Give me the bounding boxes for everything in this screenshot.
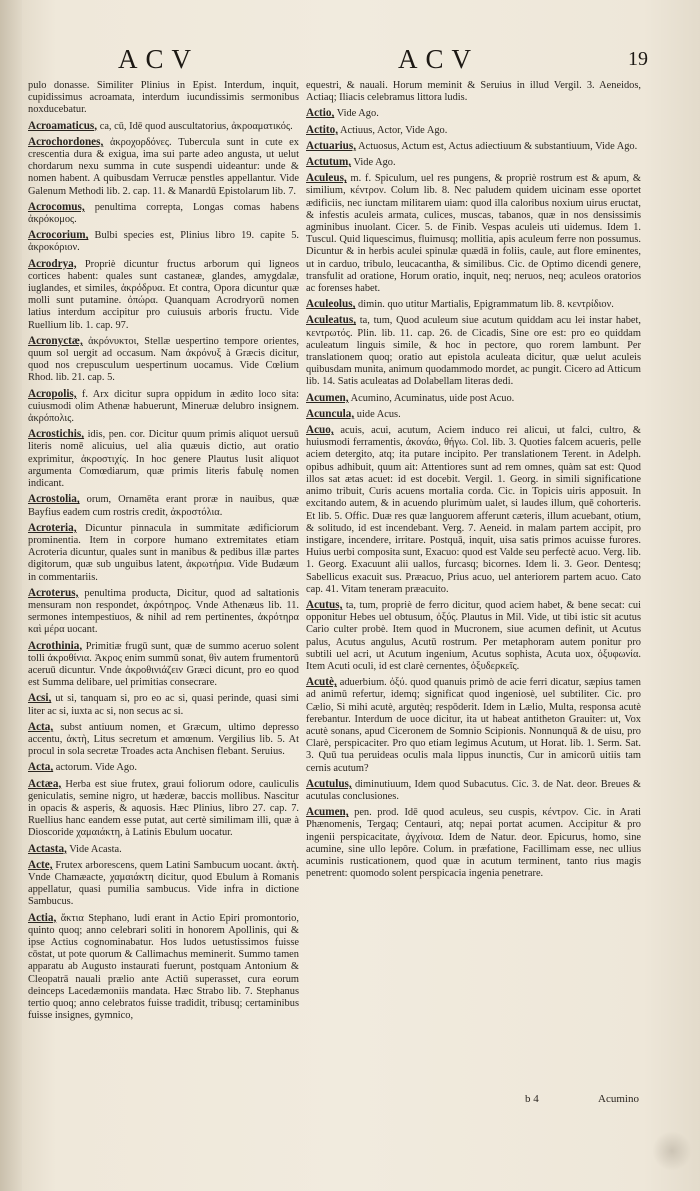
left-column [28,80,299,1025]
dictionary-entry [306,599,641,673]
entry-lemma: Acropolis, [28,387,77,400]
entry-lemma: Actæa, [28,777,62,790]
entry-text: orum, Ornamēta erant proræ in nauibus, quæ Bayfius eadem cum rostris credit, ἀκροστόλια. [28,494,299,518]
entry-text: ut si, tanquam si, pro eo ac si, quasi perinde, quasi simi liter ac si, iuxta ac si, non secus ac si. [28,693,299,717]
book-spine-shadow [0,0,22,1191]
dictionary-entry [28,335,299,385]
dictionary-entry [306,172,641,295]
entry-text: ἄκτια Stephano, ludi erant in Actio Epiri promontorio, quinto quoq; anno celebrari soliti in honorem Apollinis, qui & ipse Actius cognominabatur. Hos ludos uetustissimos fuisse cōstat, ut pote quorum & Callimachus meminerit. Summo tamen apparatu ab Augusto instaurati fuerunt, postquam Antonium & Cleopatrā nauali prælio ante Actiū superasset, cura eorum deinceps Lacedæmoniis mandata. Hæc Strabo lib. 7. Stephanus tertio quoq; anno celebratos fuisse tradidit, tribusq; certaminibus fuisse insignes, gymnico, [28,912,299,1022]
dictionary-entry [306,424,641,596]
dictionary-entry [28,136,299,198]
entry-lemma: Acutè, [306,676,337,689]
dictionary-entry [306,298,641,311]
dictionary-entry [306,140,641,153]
entry-text: Propriè dicuntur fructus arborum qui ligneos cortices habent: quales sunt castaneæ, glandes, amygdalæ, iuglandes, et similes, ἀκρόδρυα. Et contra, Opora dicuntur quæ molli sunt putamine. ὀπώρα. Quanquam Acrodryorū nomen latius interdum accipitur pro cuiusuis arboris fructu. Vide Ruellium lib. 1. cap. 97. [28,258,299,331]
entry-lemma: Acuncula, [306,407,355,420]
signature-mark: b 4 [525,1093,539,1105]
entry-lemma: Aculeatus, [306,314,357,327]
entry-text: Dicuntur pinnacula in summitate ædificiorum prominentia. Item in corpore humano extremitates etiam Acroteria dicuntur, quales sunt in manibus & pedibus illæ partes digitorum, quæ sub unguibus latent, ἀκρωτήρια. Vide Budæum in commentariis. [28,522,299,583]
entry-lemma: Acrocorium, [28,229,89,242]
dictionary-entry [28,229,299,254]
page-number: 19 [628,48,648,70]
entry-text: f. Arx dicitur supra oppidum in ædito loco sita: cuiusmodi olim Athenæ habuerunt, Mineruæ delubro insignem. ἀκρόπολις. [28,388,299,425]
dictionary-entry [306,806,641,880]
entry-text: Actuosus, Actum est, Actus adiectiuum & substantiuum, Vide Ago. [358,140,638,152]
dictionary-entry [306,124,641,137]
entry-lemma: Acutulus, [306,777,352,790]
entry-lemma: Acrocomus, [28,200,85,213]
dictionary-entry [28,859,299,909]
dictionary-entry [306,408,641,421]
dictionary-entry [28,120,299,133]
entry-lemma: Acta, [28,761,54,774]
entry-text: ta, tum, Quod aculeum siue acutum quiddam acu lei instar habet, κεντρωτός. Plin. lib. 11. cap. 26. de Cicadis, Sine ore est: pro eo quiddam aculeatum linguis simile, & hoc in pectore, quo rorem lambunt. Per translationem quoq; oratio aut epistola aculeata dicitur, quæ uelut aculeis quibusdam munita, animum quodammodo mordet, ac pungit. Cicero ad Atticum lib. 14. Satis aculeatas ad Dolabellam literas dedi. [306,315,641,388]
entry-text: actorum. Vide Ago. [55,762,137,774]
entry-lemma: Actuarius, [306,139,357,152]
entry-lemma: Aculeus, [306,172,347,185]
entry-lemma: Acroterus, [28,586,79,599]
entry-lemma: Acronyctæ, [28,334,83,347]
entry-text: dimin. quo utitur Martialis, Epigrammatum lib. 8. κεντρίδιον. [358,299,614,311]
entry-text: Actiuus, Actor, Vide Ago. [340,124,448,136]
entry-text: ca, cū, Idē quod auscultatorius, ἀκροαματικός. [99,120,293,132]
dictionary-entry [28,692,299,717]
entry-lemma: Acumen, [306,806,349,819]
entry-text: Herba est siue frutex, graui foliorum odore, cauliculis geniculatis, semine nigro, ut hæderæ, baccis mollibus. Nascitur in opacis & asperis, & aquosis. Hæc Plinius, libro 27. cap. 7. Ruellius hanc eandem esse putat, aut certè similimam illi, quæ à Dioscoride χαμαιάκτη, à Latinis Ebulum uocatur. [28,778,299,839]
catchword: Acumino [598,1093,639,1105]
entry-lemma: Acte, [28,858,53,871]
dictionary-entry [28,80,299,117]
entry-text: ἀκρόνυκτοι, Stellæ uespertino tempore orientes, quum sol uergit ad occasum. Nam ἀκρόνυξ à Græcis dicitur, quod nos crepusculum uespertinum uocamus. Vide Cœlium Rhod. lib. 21. cap. 5. [28,335,300,384]
entry-text: ἀκροχορδόνες. Tubercula sunt in cute ex crescentia dura & exigua, ima sui parte adeo angusta, ut uelut chordarum nexu summa in cute suspendi uideantur: unde & nomen habent. A quibusdam Verrucæ penstles appellantur. Vide Galenum Methodi lib. 2. cap. 11. & Manardū Epistolarum lib. 7. [28,136,299,197]
entry-lemma: Acuo, [306,424,334,437]
entry-lemma: Acutus, [306,598,343,611]
entry-lemma: Acroteria, [28,521,77,534]
entry-text: Vide Ago. [336,108,379,120]
dictionary-entry [28,493,299,518]
entry-text: Bulbi species est, Plinius libro 19. capite 5. ἀκροκόριον. [28,230,299,254]
dictionary-entry [306,676,641,775]
entry-text: Primitiæ frugū sunt, quæ de summo aceruo solent tolli ἀκροθίνια. Ἀκρος enim summū sonat, θὶν autem frumentorū aceruū dicuntur. Vnde ἀκροθινιάζειν Græci dicunt, pro eo quod est Summa delibare, uel primitias consecrare. [28,640,299,689]
entry-text: uide Acus. [356,408,401,420]
dictionary-entry [28,778,299,840]
dictionary-entry [28,522,299,584]
dictionary-entry [28,843,299,856]
entry-lemma: Acroamaticus, [28,119,98,132]
dictionary-entry [306,80,641,104]
dictionary-entry [28,428,299,490]
entry-lemma: Acumen, [306,391,349,404]
entry-text: ta, tum, propriè de ferro dicitur, quod aciem habet, & bene secat: cui opponitur Hebes uel obtusum, ὀξύς. Plautus in Mil. Vide, ut tibi istic sit acutus Cario culter probè. Item quod in Mucronem, siue acumen definit, ut Acutus palus, Acutus angulus, Acutū rostrum. Per metaphoram autem ponitur pro subtili uel acri, ut Acutum ingenium, Acutus sophista, Acuta uox, ὀξυφωνία. Item Acuti oculi, id est clarè cernentes, ὀξυδερκεῖς. [306,599,641,672]
dictionary-entry [28,587,299,637]
entry-lemma: Acrostolia, [28,493,80,506]
entry-text: acuis, acui, acutum, Aciem induco rei alicui, ut falci, cultro, & huiusmodi ferramentis, ἀκονάω, θήγω. Col. lib. 3. Quoties falcem acueris, pelle aciem detergito, atq; ita putare incipito. Per translationem Terent. in Adelph. opibus adhibuit, quum ait: Attentiores sunt ad rem omnes, quàm sat est: Quod illos sat ætas acuet: id est docebit. Vergil. 1. Georg. in simili significatione animo tribuit, Curis acuens mortalia corda. Cic. in Topicis uiris apposuit. In excitando autem, & in acuendo plurimùm ualet, si laudes illum, quē cohorteris. Et lib. 5. Offic. Duæ res quæ languorem afferunt cæteris, illum acuebant, otium, & solitudo, id est incendebant. Verg. 7. Aeneid. in malam partem accipit, pro instigare, incendere, irritare. Postquā, inquit, uisa satis primos acuisse furores. Huius uerbi composita sunt, Exacuo: quod est Valde seu perfectè acuo. Verg. lib. 1. Georg. Exacuunt alii uallos, furcasq; bicornes. Idem li. 3. Geor. Dentesq; Sabellicus exacuit sus. Præacuo, Prius acuo, uel anteriorem partem acuo. Cato cap. 41. Vitam teneram præacuito. [306,425,641,595]
entry-lemma: Acrothinia, [28,639,83,652]
entry-lemma: Acsi, [28,692,52,705]
dictionary-entry [28,761,299,774]
entry-text: Vide Acasta. [69,843,122,855]
dictionary-entry [306,314,641,388]
entry-lemma: Acrostichis, [28,428,85,441]
entry-text: pulo donasse. Similiter Plinius in Epist. Interdum, inquit, cupidissimus acroamata, interdum iucundissimis sermonibus noxducebatur. [28,80,299,116]
entry-text: Frutex arborescens, quem Latini Sambucum uocant. ἀκτὴ. Vnde Chamæacte, χαμαιάκτη dicitur, quod Ebulum à Romanis appellatur, quasi pumilia sambucus. Vide infra in dictione Sambucus. [28,859,299,908]
entry-lemma: Acrodrya, [28,257,77,270]
entry-lemma: Actia, [28,911,57,924]
entry-text: pen. prod. Idē quod aculeus, seu cuspis, κέντρον. Cic. in Arati Phænomenis, Tergaq; Centauri, atq; nepai portat acumen. Accipitur & pro ingenii perspicacitate, ἀγχίνοια. Idem de Natur. deor. Epicurus, homo, sine acumine, sine ullo lepôre. Colum. in præfatione, Facillimam esse, nec ullius acuminis rusticationem, quod quæ in acutum terminent, tanto rius magis penetrent: quomodo solent perspicacia ingenia penetrare. [306,807,641,880]
entry-text: penultima correpta, Longas comas habens ἀκρόκομος. [28,201,300,226]
entry-text: subst antiuum nomen, et Græcum, ultimo depresso accentu, ἀκτὴ, Litus secretum et amœnum. Vergilius lib. 5. At procul in sola secretæ Troades acta Anchisen flebant. Seruius. [28,721,299,758]
entry-lemma: Acta, [28,720,54,733]
entry-lemma: Acrochordones, [28,135,104,148]
running-head-right: ACV [398,44,480,74]
dictionary-entry [28,721,299,759]
entry-text: equestri, & nauali. Horum meminit & Seruius in illud Vergil. 3. Aeneidos, Actiaq; Iliacis celebramus littora ludis. [306,80,641,104]
entry-lemma: Actio, [306,107,335,120]
dictionary-entry [28,258,299,332]
running-head-left: ACV [118,44,200,74]
entry-text: diminutiuum, Idem quod Subacutus. Cic. 3. de Nat. deor. Breues & acutulas conclusiones. [306,778,641,802]
page-stain [652,1131,692,1171]
entry-text: penultima producta, Dicitur, quod ad saltationis mensuram non respondet, ἀκρότηρος. Vnde Athenæus lib. 11. sermones intempestiuos, & nihil ad rem pertinentes, ἀκρότηρα καὶ μέρα uocant. [28,587,299,636]
entry-lemma: Actasta, [28,842,67,855]
dictionary-entry [28,201,299,226]
entry-lemma: Aculeolus, [306,298,356,311]
dictionary-entry [28,640,299,690]
entry-text: aduerbium. ὀξύ. quod quanuis primò de acie ferri dicatur, sæpius tamen ad animū refertur, idemq; significat quod ingeniosè, uel subtiliter. Cic. pro Cælio, Si mihi acutè, argutèq; respōderit. Idem in Lælio, Multa, responsa acutè ferebantur. Interdum de uoce dicitur, ita ut habeat antitheton Grauiter: ut, Vox acutè sonans, apud Ciceronem de Somnio Scipionis. Nonnunquā & de uisu, pro Clarè, perspicaciter. Pro quo etiam legimus Acutum, ut Horat. lib. 1. Serm. Sat. 3. Quū tua peruideas oculis mala lippus inunctis, Cur in amicorū uitiis tam cernis acutum? [306,677,641,774]
dictionary-entry [306,778,641,803]
dictionary-entry [28,388,299,426]
entry-text: Acumino, Acuminatus, uide post Acuo. [350,392,515,404]
dictionary-entry [306,156,641,169]
dictionary-entry [28,912,299,1023]
dictionary-entry [306,392,641,405]
dictionary-entry [306,107,641,120]
entry-lemma: Actito, [306,123,338,136]
entry-text: Vide Ago. [353,157,396,169]
right-column [306,80,641,883]
entry-text: m. f. Spiculum, uel res pungens, & propriè rostrum est & apum, & similium, κέντρον. Colum lib. 8. Nec paludem quidem uicinam esse oportet ædificiis, nec iunctam militarem uiam: quod illa caloribus noxium uirus eructat, & infestis aculeis armata, culices, muscas, tabanos, quæ in nos densissimis agminibus inuolant. Cicer. 5. de Finib. Vespas aculeis uti uidemus. Idem 1. Tuscul. Quid liquescimus, fluimusq; mollitia, apis aculeum ferre non possumus. Dicuntur & in herbis aculei spinulæ quædā in foliis, caule, aut flore eminentes, ut in carduo, tribulo, leucacantha, & similibus. Cic. de Optimo dicendi genere, transfulit ad oratione, Horum oratio, inquit, neq; neruos, neq; aculeos oratorios ac forenses habet. [306,173,641,295]
entry-lemma: Actutum, [306,156,352,169]
entry-text: idis, pen. cor. Dicitur quum primis aliquot uersuū literis nomē alicuius, uel alia quæuis dictio, aut oratio exprimitur, ἀκροστιχίς. In hoc genere Plautus lusit aliquot argumenta Comœdiarum, quæ primis literis fabulę nomen indicant. [28,429,299,490]
